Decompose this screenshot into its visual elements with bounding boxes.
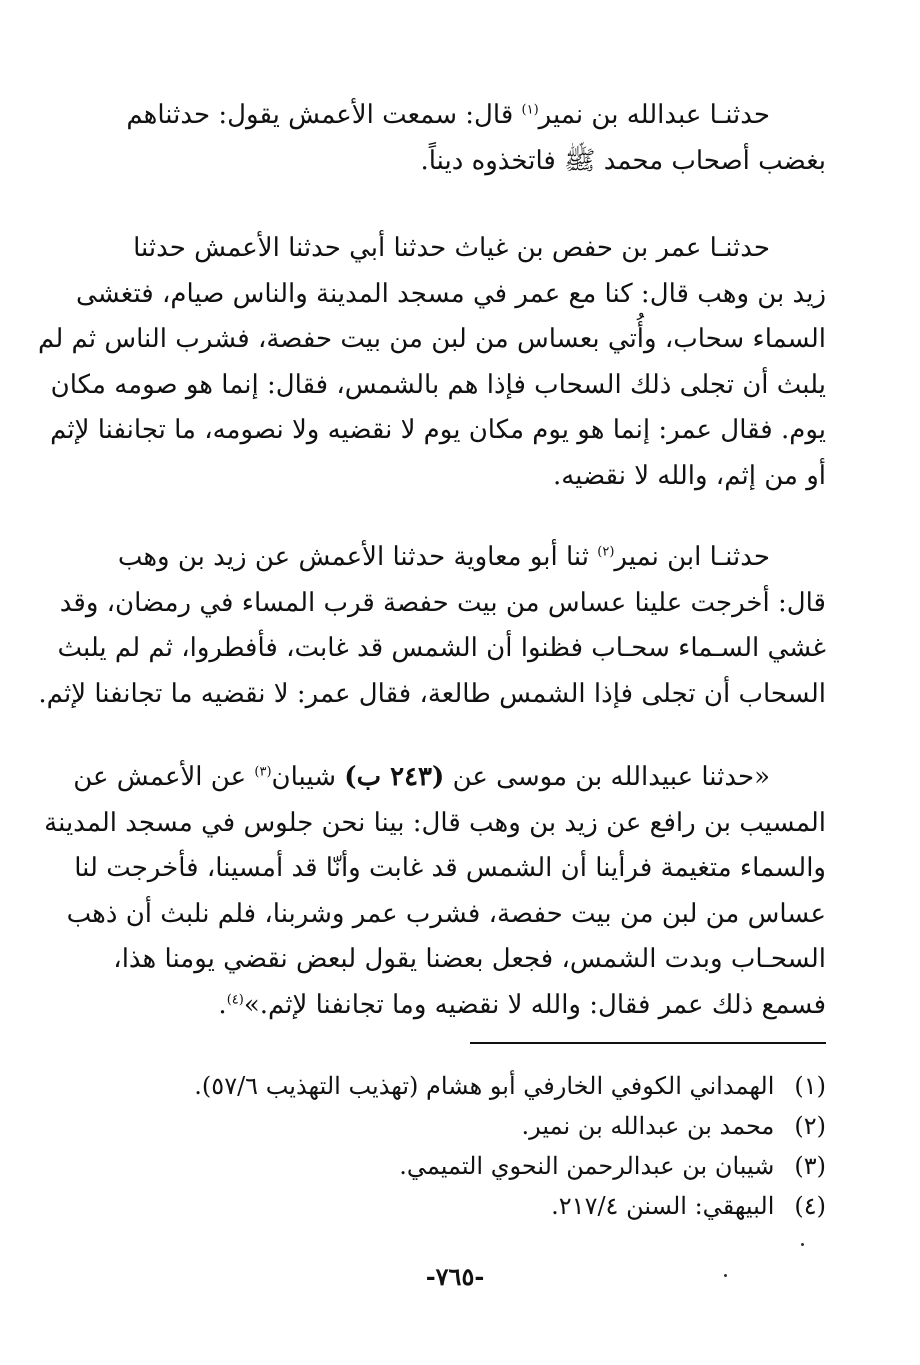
text-line: عساس من لبن من بيت حفصة، فشرب عمر وشربنا، فلم نلبث أن ذهب [66, 898, 826, 929]
footnote-number: (٤) [794, 1192, 826, 1220]
hadith-paragraph-3 [38, 535, 826, 717]
text-line: يلبث أن تجلى ذلك السحاب فإذا هم بالشمس، فقال: إنما هو صومه مكان [50, 369, 826, 400]
text-line: بغضب أصحاب محمد ﷺ فاتخذوه ديناً. [420, 145, 826, 176]
footnote-number: (٣) [794, 1152, 826, 1180]
text-line: يوم. فقال عمر: إنما هو يوم مكان يوم لا نقضيه ولا نصومه، ما تجانفنا لإثم [50, 415, 826, 445]
text-line: والسماء متغيمة فرأينا أن الشمس قد غابت وأنّا قد أمسينا، فأخرجت لنا [74, 853, 826, 883]
footnote-item [194, 1066, 826, 1106]
text-line: فسمع ذلك عمر فقال: والله لا نقضيه وما تجانفنا لإثم.»$^{(٤)}$. [218, 989, 826, 1020]
footnotes [194, 1066, 826, 1226]
hadith-paragraph-2 [38, 226, 826, 499]
text-line: زيد بن وهب قال: كنا مع عمر في مسجد المدينة والناس صيام، فتغشى [76, 278, 826, 309]
footnote-item [200, 1106, 826, 1146]
footnote-text: البيهقي: السنن ٢١٧/٤. [551, 1192, 775, 1220]
text-line: حدثنـا عبدالله بن نمير$^{(١)}$ قال: سمعت الأعمش يقول: حدثناهم [126, 100, 770, 130]
text-line: السماء سحاب، وأُتي بعساس من لبن من بيت حفصة، فشرب الناس ثم لم [38, 324, 826, 354]
footnote-number: (٢) [794, 1112, 826, 1140]
text-line: «حدثنا عبيدالله بن موسى عن (٢٤٣ ب) شيبان$^{(٣)}$ عن الأعمش عن [73, 762, 770, 792]
scan-speck [724, 1274, 727, 1277]
text-line: أو من إثم، والله لا نقضيه. [552, 460, 826, 491]
text-line: السحاب أن تجلى فإذا الشمس طالعة، فقال عمر: لا نقضيه ما تجانفنا لإثم. [38, 678, 826, 709]
scan-speck [801, 1243, 804, 1246]
text-line: السحـاب وبدت الشمس، فجعل بعضنا يقول لبعض نقضي يومنا هذا، [113, 944, 826, 974]
footnote-item [200, 1146, 826, 1186]
footnote-text: محمد بن عبدالله بن نمير. [521, 1112, 775, 1140]
text-line: المسيب بن رافع عن زيد بن وهب قال: بينا نحن جلوس في مسجد المدينة [44, 807, 826, 838]
text-line: غشي السـماء سحـاب فظنوا أن الشمس قد غابت، فأفطروا، ثم لم يلبث [57, 633, 826, 663]
footnote-text: شيبان بن عبدالرحمن النحوي التميمي. [399, 1152, 775, 1180]
footnote-text: الهمداني الكوفي الخارفي أبو هشام (تهذيب التهذيب ٥٧/٦). [194, 1072, 775, 1100]
footnote-number: (١) [794, 1072, 826, 1100]
footnote-reference: (٤) [226, 991, 244, 1007]
footnote-reference: (٢) [597, 544, 615, 560]
hadith-paragraph-1 [118, 93, 826, 184]
hadith-paragraph-4 [44, 755, 826, 1028]
page-number: -٧٦٥- [425, 1262, 485, 1291]
footnote-item [200, 1186, 826, 1226]
footnote-reference: (٣) [254, 764, 272, 780]
text-line: حدثنـا ابن نمير$^{(٢)}$ ثنا أبو معاوية حدثنا الأعمش عن زيد بن وهب [117, 542, 770, 572]
text-line: حدثنـا عمر بن حفص بن غياث حدثنا أبي حدثنا الأعمش حدثنا [133, 233, 770, 263]
footnote-reference: (١) [521, 102, 539, 118]
footnote-divider [470, 1042, 826, 1044]
text-line: قال: أخرجت علينا عساس من بيت حفصة قرب المساء في رمضان، وقد [59, 587, 826, 618]
manuscript-folio-marker: (٢٤٣ ب) [344, 762, 445, 792]
